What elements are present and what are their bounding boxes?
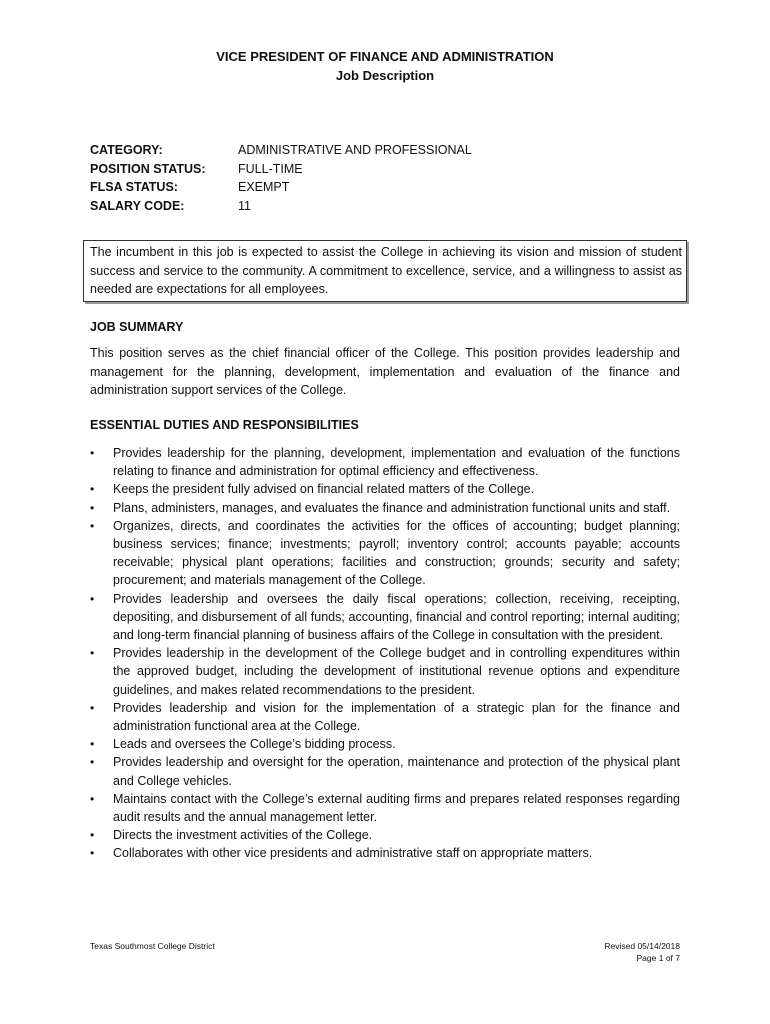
bullet-icon: •: [90, 446, 95, 460]
meta-row-position-status: [90, 160, 472, 179]
duty-text: Maintains contact with the College’s external auditing firms and prepares related responses regarding audit results and the annual management letter.: [113, 791, 680, 825]
footer-district: Texas Southmost College District: [90, 941, 215, 951]
duty-text: Provides leadership and oversees the daily fiscal operations; collection, receiving, receipting, depositing, and disbursement of all funds; accounting, financial and control reporting; internal auditing; and long-term financial planning of business affairs of the College in consultation with the president.: [113, 591, 680, 643]
meta-value: FULL-TIME: [238, 161, 303, 176]
document-title: VICE PRESIDENT OF FINANCE AND ADMINISTRATION: [216, 49, 554, 64]
duties-heading: ESSENTIAL DUTIES AND RESPONSIBILITIES: [90, 418, 359, 432]
bullet-icon: •: [90, 755, 95, 770]
list-item: [90, 590, 680, 645]
bullet-icon: •: [90, 518, 95, 533]
job-summary-heading: JOB SUMMARY: [90, 320, 184, 334]
list-item: [90, 517, 680, 590]
footer-revision-block: [604, 940, 680, 964]
list-item: [90, 499, 680, 517]
list-item: [90, 699, 680, 735]
expectations-notice-box: The incumbent in this job is expected to assist the College in achieving its vision and mission of student success and service to the community. A commitment to excellence, service, and a willingness to assist as needed are expectations for all employees.: [83, 240, 687, 302]
meta-value: 11: [238, 198, 251, 213]
bullet-icon: •: [90, 846, 95, 861]
meta-label: POSITION STATUS:: [90, 161, 206, 176]
list-item: [90, 444, 680, 480]
meta-value: ADMINISTRATIVE AND PROFESSIONAL: [238, 143, 472, 157]
duty-text: Keeps the president fully advised on financial related matters of the College.: [113, 482, 535, 497]
duty-text: Provides leadership and vision for the implementation of a strategic plan for the finance and administration functional area at the College.: [113, 700, 680, 734]
meta-row-category: [90, 141, 472, 160]
bullet-icon: •: [90, 482, 95, 497]
bullet-icon: •: [90, 791, 95, 806]
list-item: [90, 753, 680, 789]
bullet-icon: •: [90, 591, 95, 606]
duty-text: Leads and oversees the College’s bidding process.: [113, 737, 396, 752]
meta-row-flsa-status: [90, 178, 472, 197]
bullet-icon: •: [90, 500, 95, 515]
meta-label: CATEGORY:: [90, 143, 163, 157]
duty-text: Plans, administers, manages, and evaluates the finance and administration functional units and staff.: [113, 500, 671, 515]
duties-list: [90, 444, 680, 863]
duty-text: Provides leadership and oversight for the operation, maintenance and protection of the physical plant and College vehicles.: [113, 755, 680, 788]
position-meta: [90, 141, 472, 215]
list-item: [90, 480, 680, 498]
meta-label: SALARY CODE:: [90, 198, 185, 213]
duty-text: Provides leadership for the planning, development, implementation and evaluation of the functions relating to finance and administration for optimal efficiency and effectiveness.: [113, 446, 680, 479]
list-item: [90, 790, 680, 826]
meta-label: FLSA STATUS:: [90, 180, 178, 194]
title-block: [0, 48, 770, 85]
footer-page-number: Page 1 of 7: [636, 953, 680, 963]
list-item: [90, 644, 680, 699]
bullet-icon: •: [90, 700, 95, 715]
bullet-icon: •: [90, 646, 95, 661]
list-item: [90, 735, 680, 753]
duty-text: Directs the investment activities of the College.: [113, 828, 373, 843]
meta-value: EXEMPT: [238, 180, 290, 194]
document-subtitle: Job Description: [335, 68, 435, 83]
job-summary-text: This position serves as the chief financial officer of the College. This position provides leadership and management for the planning, development, implementation and evaluation of the finance and administration support services of the College.: [90, 346, 680, 397]
duty-text: Organizes, directs, and coordinates the activities for the offices of accounting; budget planning; business services; finance; investments; payroll; inventory control; accounts payable; accounts receivable; physical plant operations; facilities and construction; grounds; security and safety; procurement; and materials management of the College.: [113, 518, 680, 588]
duty-text: Collaborates with other vice presidents and administrative staff on appropriate matters.: [113, 846, 593, 861]
bullet-icon: •: [90, 737, 95, 752]
duty-text: Provides leadership in the development of the College budget and in controlling expenditures within the approved budget, including the development of institutional revenue options and expenditure guidelines, and makes related recommendations to the president.: [113, 646, 680, 697]
list-item: [90, 826, 680, 844]
bullet-icon: •: [90, 828, 95, 843]
meta-row-salary-code: [90, 197, 472, 216]
list-item: [90, 844, 680, 862]
footer-revised-date: Revised 05/14/2018: [604, 941, 680, 951]
